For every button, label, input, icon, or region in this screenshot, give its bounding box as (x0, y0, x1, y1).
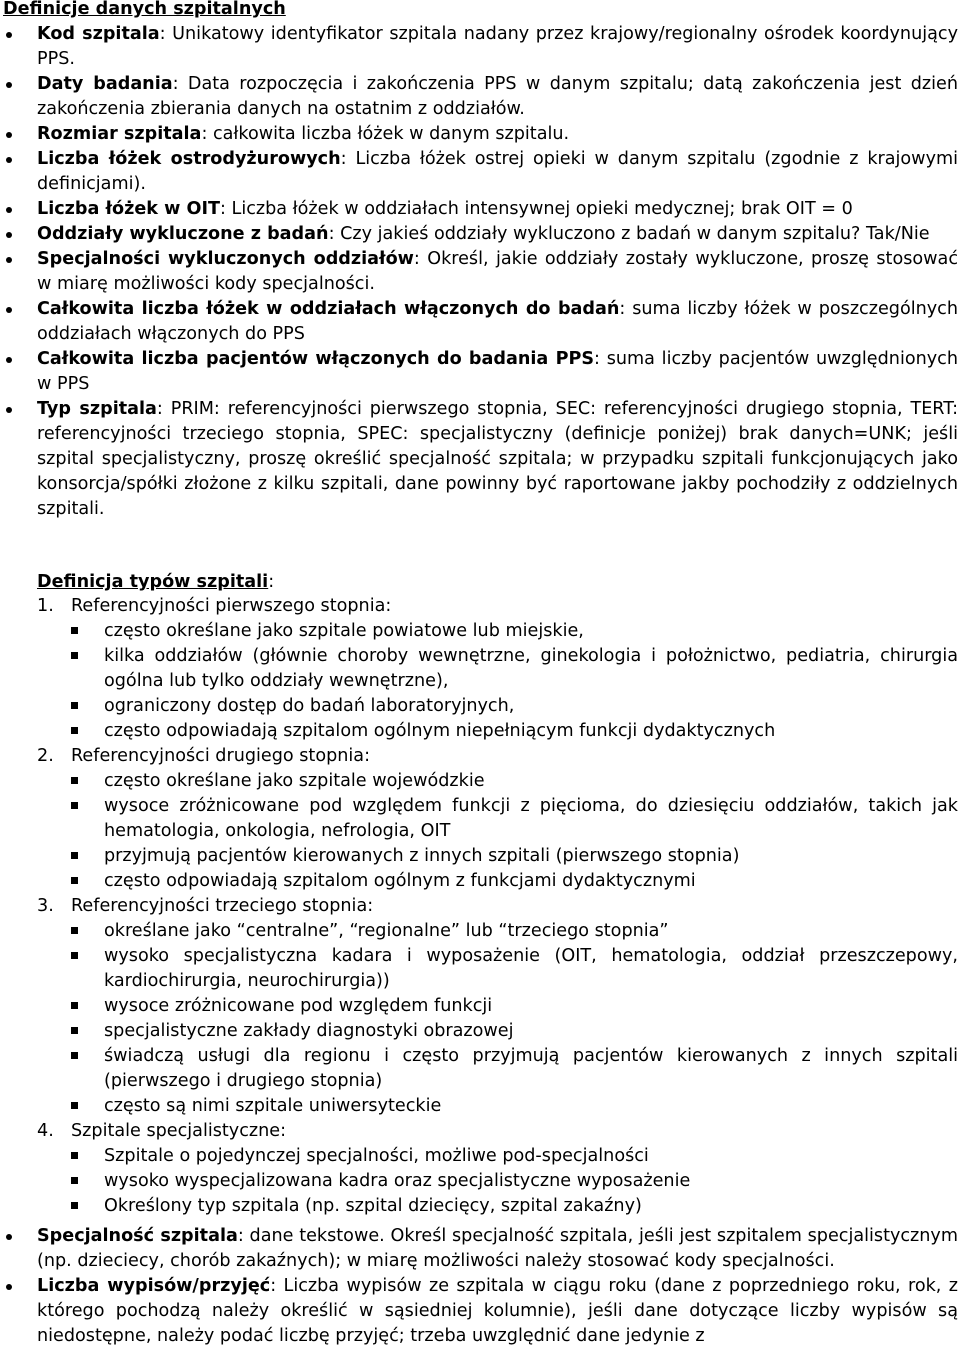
definition-item: Kod szpitala: Unikatowy identyfikator szpitala nadany przez krajowy/regionalny ośrodek koordynujący PPS. (0, 22, 958, 72)
type-features (37, 619, 958, 744)
type-number: 4. (37, 1121, 54, 1141)
type-number: 3. (37, 896, 54, 916)
square-bullet-icon (71, 927, 78, 934)
definition-item: Liczba łóżek w OIT: Liczba łóżek w oddziałach intensywnej opieki medycznej; brak OIT = 0 (0, 197, 958, 222)
feature-item: Szpitale o pojedynczej specjalności, możliwe pod-specjalności (37, 1144, 958, 1169)
square-bullet-icon (71, 952, 78, 959)
definition-term: Liczba łóżek ostrodyżurowych (37, 149, 341, 169)
bullet-icon (6, 1284, 12, 1290)
definition-text: suma liczby łóżek w poszczególnych oddziałach włączonych do PPS (37, 299, 958, 344)
square-bullet-icon (71, 1177, 78, 1184)
definition-item: Całkowita liczba łóżek w oddziałach włączonych do badań: suma liczby łóżek w poszczególnych oddziałach włączonych do PPS (0, 297, 958, 347)
definition-text: suma liczby pacjentów uwzględnionych w PPS (37, 349, 958, 394)
feature-item: często odpowiadają szpitalom ogólnym z funkcjami dydaktycznymi (37, 869, 958, 894)
type-label: Referencyjności drugiego stopnia: (71, 746, 371, 766)
bullet-icon (6, 232, 12, 238)
bullet-icon (6, 257, 12, 263)
square-bullet-icon (71, 727, 78, 734)
bullet-icon (6, 32, 12, 38)
definition-text: Czy jakieś oddziały wykluczono z badań w danym szpitalu? Tak/Nie (340, 224, 930, 244)
definition-item: Typ szpitala: PRIM: referencyjności pierwszego stopnia, SEC: referencyjności drugiego stopnia, TERT: referencyjności trzeciego stopnia, SPEC: specjalistyczny (definicje poniżej) brak danych=UNK; jeśli szpital specjalistyczny, proszę określić specjalność szpitala; w przypadku szpitali funkcjonujących jako konsorcja/spółki złożone z kilku szpitali, dane powinny być raportowane jakby pochodziły z oddzielnych szpitali. (0, 397, 958, 522)
bottom-definitions-list (0, 1224, 958, 1349)
definition-item: Liczba łóżek ostrodyżurowych: Liczba łóżek ostrej opieki w danym szpitalu (zgodnie z krajowymi definicjami). (0, 147, 958, 197)
definitions-list (0, 22, 958, 522)
definition-term: Typ szpitala (37, 399, 157, 419)
feature-item: często określane jako szpitale powiatowe lub miejskie, (37, 619, 958, 644)
type-label: Referencyjności pierwszego stopnia: (71, 596, 392, 616)
definition-term: Kod szpitala (37, 24, 160, 44)
square-bullet-icon (71, 702, 78, 709)
square-bullet-icon (71, 1027, 78, 1034)
hospital-type (37, 894, 958, 1119)
type-features (37, 1144, 958, 1219)
definition-item: Rozmiar szpitala: całkowita liczba łóżek w danym szpitalu. (0, 122, 958, 147)
square-bullet-icon (71, 777, 78, 784)
feature-item: kilka oddziałów (głównie choroby wewnętrzne, ginekologia i położnictwo, pediatria, chirurgia ogólna lub tylko oddziały wewnętrzne), (37, 644, 958, 694)
definition-term: Liczba wypisów/przyjęć (37, 1276, 271, 1296)
square-bullet-icon (71, 877, 78, 884)
bullet-icon (6, 1234, 12, 1240)
hospital-type (37, 594, 958, 744)
type-label: Referencyjności trzeciego stopnia: (71, 896, 374, 916)
definition-term: Oddziały wykluczone z badań (37, 224, 329, 244)
definition-item: Oddziały wykluczone z badań: Czy jakieś oddziały wykluczono z badań w danym szpitalu? Tak/Nie (0, 222, 958, 247)
hospital-types-list (37, 594, 958, 1219)
bullet-icon (6, 407, 12, 413)
bullet-icon (6, 207, 12, 213)
feature-item: specjalistyczne zakłady diagnostyki obrazowej (37, 1019, 958, 1044)
types-section-heading: Definicja typów szpitali: (37, 572, 275, 592)
square-bullet-icon (71, 652, 78, 659)
feature-item: przyjmują pacjentów kierowanych z innych szpitali (pierwszego stopnia) (37, 844, 958, 869)
type-features (37, 769, 958, 894)
definition-term: Całkowita liczba pacjentów włączonych do badania PPS (37, 349, 595, 369)
definition-text: Unikatowy identyfikator szpitala nadany przez krajowy/regionalny ośrodek koordynujący PPS. (37, 24, 958, 69)
page-title: Definicje danych szpitalnych (3, 0, 286, 19)
definition-text: Liczba wypisów ze szpitala w ciągu roku (dane z poprzedniego roku, rok, z którego pochodzą należy określić w sąsiedniej kolumnie), jeśli dane dotyczące liczby wypisów są niedostępne, należy podać liczbę przyjęć; trzeba uwzględnić dane jedynie z (37, 1276, 958, 1346)
definition-term: Liczba łóżek w OIT (37, 199, 220, 219)
feature-item: świadczą usługi dla regionu i często przyjmują pacjentów kierowanych z innych szpitali (pierwszego i drugiego stopnia) (37, 1044, 958, 1094)
square-bullet-icon (71, 627, 78, 634)
feature-item: często są nimi szpitale uniwersyteckie (37, 1094, 958, 1119)
types-title: Definicja typów szpitali (37, 572, 269, 592)
square-bullet-icon (71, 852, 78, 859)
bullet-icon (6, 82, 12, 88)
feature-item: wysoce zróżnicowane pod względem funkcji (37, 994, 958, 1019)
definition-term: Rozmiar szpitala (37, 124, 202, 144)
definition-text: Liczba łóżek w oddziałach intensywnej opieki medycznej; brak OIT = 0 (231, 199, 853, 219)
feature-item: Określony typ szpitala (np. szpital dziecięcy, szpital zakaźny) (37, 1194, 958, 1219)
definition-text: Określ, jakie oddziały zostały wykluczone, proszę stosować w miarę możliwości kody specjalności. (37, 249, 958, 294)
definition-text: PRIM: referencyjności pierwszego stopnia, SEC: referencyjności drugiego stopnia, TERT: referencyjności trzeciego stopnia, SPEC: specjalistyczny (definicje poniżej) brak danych=UNK; jeśli szpital specjalistyczny, proszę określić specjalność szpitala; w przypadku szpitali funkcjonujących jako konsorcja/spółki złożone z kilku szpitali, dane powinny być raportowane jakby pochodziły z oddzielnych szpitali. (37, 399, 958, 519)
definition-item: Daty badania: Data rozpoczęcia i zakończenia PPS w danym szpitalu; datą zakończenia jest dzień zakończenia zbierania danych na ostatnim z oddziałów. (0, 72, 958, 122)
definition-item: Liczba wypisów/przyjęć: Liczba wypisów ze szpitala w ciągu roku (dane z poprzedniego roku, rok, z którego pochodzą należy określić w sąsiedniej kolumnie), jeśli dane dotyczące liczby wypisów są niedostępne, należy podać liczbę przyjęć; trzeba uwzględnić dane jedynie z (0, 1274, 958, 1349)
type-number: 1. (37, 596, 54, 616)
square-bullet-icon (71, 1002, 78, 1009)
definition-text: Liczba łóżek ostrej opieki w danym szpitalu (zgodnie z krajowymi definicjami). (37, 149, 959, 194)
bullet-icon (6, 157, 12, 163)
hospital-type (37, 1119, 958, 1219)
square-bullet-icon (71, 1152, 78, 1159)
type-features (37, 919, 958, 1119)
definition-text: dane tekstowe. Określ specjalność szpitala, jeśli jest szpitalem specjalistycznym (np. dzieciecy, chorób zakaźnych); w miarę możliwości należy stosować kody specjalności. (37, 1226, 958, 1271)
definition-item: Specjalności wykluczonych oddziałów: Określ, jakie oddziały zostały wykluczone, proszę stosować w miarę możliwości kody specjalności. (0, 247, 958, 297)
definition-term: Specjalność szpitala (37, 1226, 238, 1246)
bullet-icon (6, 357, 12, 363)
square-bullet-icon (71, 1202, 78, 1209)
definition-item: Specjalność szpitala: dane tekstowe. Określ specjalność szpitala, jeśli jest szpitalem specjalistycznym (np. dzieciecy, chorób zakaźnych); w miarę możliwości należy stosować kody specjalności. (0, 1224, 958, 1274)
type-label: Szpitale specjalistyczne: (71, 1121, 287, 1141)
definition-term: Daty badania (37, 74, 173, 94)
definition-text: całkowita liczba łóżek w danym szpitalu. (212, 124, 570, 144)
square-bullet-icon (71, 1052, 78, 1059)
hospital-type (37, 744, 958, 894)
type-number: 2. (37, 746, 54, 766)
square-bullet-icon (71, 802, 78, 809)
bullet-icon (6, 307, 12, 313)
bullet-icon (6, 132, 12, 138)
feature-item: wysoce zróżnicowane pod względem funkcji z pięcioma, do dziesięciu oddziałów, takich jak hematologia, onkologia, nefrologia, OIT (37, 794, 958, 844)
feature-item: określane jako “centralne”, “regionalne” lub “trzeciego stopnia” (37, 919, 958, 944)
feature-item: ograniczony dostęp do badań laboratoryjnych, (37, 694, 958, 719)
definition-item: Całkowita liczba pacjentów włączonych do badania PPS: suma liczby pacjentów uwzględnionych w PPS (0, 347, 958, 397)
feature-item: często odpowiadają szpitalom ogólnym niepełniącym funkcji dydaktycznych (37, 719, 958, 744)
feature-item: wysoko specjalistyczna kadara i wyposażenie (OIT, hematologia, oddział przeszczepowy, kardiochirurgia, neurochirurgia)) (37, 944, 958, 994)
square-bullet-icon (71, 1102, 78, 1109)
definition-term: Całkowita liczba łóżek w oddziałach włączonych do badań (37, 299, 620, 319)
feature-item: często określane jako szpitale wojewódzkie (37, 769, 958, 794)
feature-item: wysoko wyspecjalizowana kadra oraz specjalistyczne wyposażenie (37, 1169, 958, 1194)
definition-text: Data rozpoczęcia i zakończenia PPS w danym szpitalu; datą zakończenia jest dzień zakończenia zbierania danych na ostatnim z oddziałów. (37, 74, 958, 119)
definition-term: Specjalności wykluczonych oddziałów (37, 249, 414, 269)
